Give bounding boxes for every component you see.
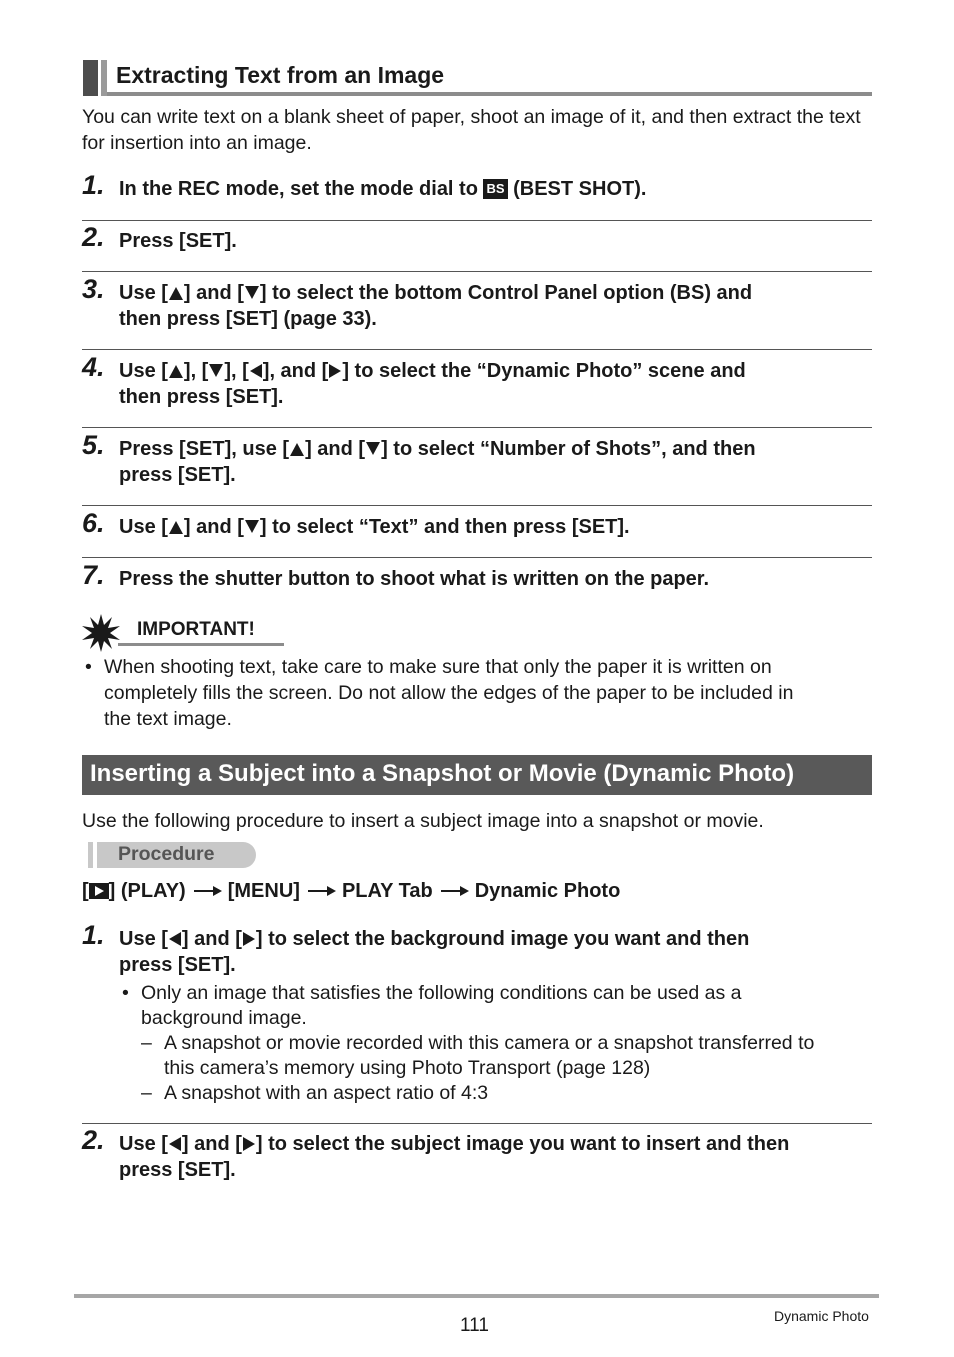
step-divider <box>82 220 872 221</box>
step-number: 1. <box>82 170 105 200</box>
dash-marker: – <box>141 1082 152 1104</box>
up-arrow-icon <box>169 287 183 300</box>
down-arrow-icon <box>209 364 223 377</box>
right-arrow-icon <box>329 364 341 378</box>
step-text: Use [ ] and [ ] to select the bottom Control Panel option (BS) and then press [SET] (page 33). <box>119 282 753 330</box>
left-arrow-icon <box>250 364 262 378</box>
important-label: IMPORTANT! <box>137 619 255 640</box>
section-title-extracting-text: Extracting Text from an Image <box>116 62 445 88</box>
footer-rule <box>74 1294 879 1298</box>
section-intro: You can write text on a blank sheet of paper, shoot an image of it, and then extract the text for insertion into an image. <box>82 106 861 154</box>
arrow-right-icon <box>441 890 467 892</box>
step-number: 2. <box>82 222 105 252</box>
step-text: Press [SET], use [ ] and [ ] to select “Number of Shots”, and then press [SET]. <box>119 438 756 486</box>
step-text: Use [ ] and [ ] to select the background image you want and then press [SET]. <box>119 928 750 976</box>
step-number: 5. <box>82 430 105 460</box>
section-title-dynamic-photo: Inserting a Subject into a Snapshot or Movie (Dynamic Photo) <box>90 760 795 787</box>
left-arrow-icon <box>169 932 181 946</box>
left-arrow-icon <box>169 1137 181 1151</box>
important-burst-icon <box>82 614 120 652</box>
step-divider <box>82 505 872 506</box>
step-divider <box>82 1123 872 1124</box>
bullet-marker: • <box>122 982 129 1004</box>
step-number: 3. <box>82 274 105 304</box>
down-arrow-icon <box>366 442 380 455</box>
up-arrow-icon <box>169 365 183 378</box>
step-text: In the REC mode, set the mode dial to BS (BEST SHOT). <box>119 178 647 200</box>
step-divider <box>82 349 872 350</box>
step-number: 6. <box>82 508 105 538</box>
procedure-stripe <box>84 842 88 868</box>
step-text: Press [SET]. <box>119 230 237 252</box>
up-arrow-icon <box>290 443 304 456</box>
page-number: 111 <box>460 1315 489 1336</box>
step-number: 2. <box>82 1125 105 1155</box>
down-arrow-icon <box>245 520 259 533</box>
step-divider <box>82 557 872 558</box>
step-divider <box>82 427 872 428</box>
heading-underline <box>107 92 872 96</box>
section-intro: Use the following procedure to insert a subject image into a snapshot or movie. <box>82 810 764 832</box>
bullet-note: Only an image that satisfies the following conditions can be used as a background image. <box>141 982 742 1029</box>
procedure-stripe <box>93 842 97 868</box>
footer-section-label: Dynamic Photo <box>774 1308 869 1324</box>
arrow-right-icon <box>308 890 334 892</box>
procedure-label: Procedure <box>118 843 215 865</box>
arrow-right-icon <box>194 890 220 892</box>
step-text: Use [ ], [ ], [ ], and [ ] to select the “Dynamic Photo” scene and then press [SET]. <box>119 360 746 408</box>
menu-path: [ ] (PLAY) [MENU] PLAY Tab Dynamic Photo <box>82 880 621 902</box>
condition-item: A snapshot or movie recorded with this camera or a snapshot transferred to this camera’s memory using Photo Transport (page 128) <box>164 1032 815 1079</box>
step-text: Press the shutter button to shoot what is written on the paper. <box>119 568 710 590</box>
best-shot-icon: BS <box>483 179 507 199</box>
down-arrow-icon <box>245 286 259 299</box>
step-number: 4. <box>82 352 105 382</box>
step-number: 1. <box>82 920 105 950</box>
dash-marker: – <box>141 1032 152 1054</box>
important-note: When shooting text, take care to make sure that only the paper it is written on completely fills the screen. Do not allow the edges of the paper to be included in the text image. <box>104 656 794 730</box>
step-text: Use [ ] and [ ] to select “Text” and then press [SET]. <box>119 516 630 538</box>
heading-bar-light <box>101 60 107 96</box>
right-arrow-icon <box>243 932 255 946</box>
right-arrow-icon <box>243 1137 255 1151</box>
bullet-marker: • <box>85 656 92 678</box>
step-number: 7. <box>82 560 105 590</box>
heading-bar-dark <box>83 60 98 96</box>
play-icon <box>89 883 109 899</box>
step-text: Use [ ] and [ ] to select the subject image you want to insert and then press [SET]. <box>119 1133 790 1181</box>
condition-item: A snapshot with an aspect ratio of 4:3 <box>164 1082 489 1104</box>
up-arrow-icon <box>169 521 183 534</box>
step-divider <box>82 271 872 272</box>
important-underline <box>118 643 284 646</box>
